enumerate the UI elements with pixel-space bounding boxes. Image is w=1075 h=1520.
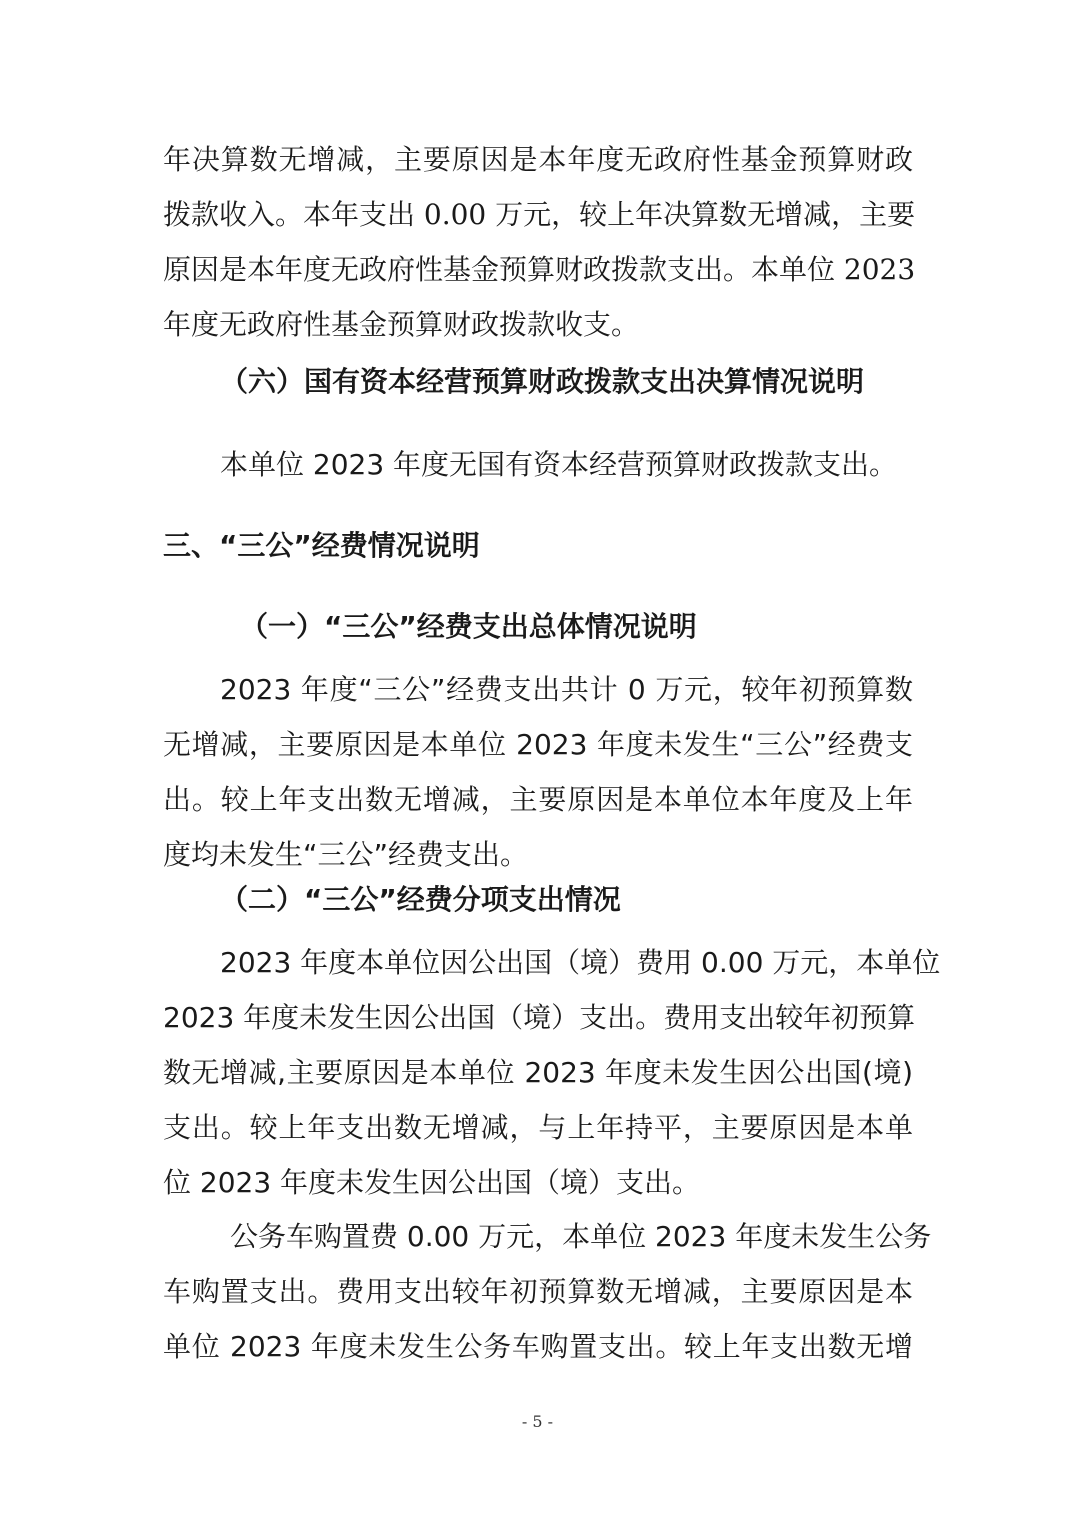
paragraph-line: 年度无政府性基金预算财政拨款收支。 — [163, 308, 640, 341]
paragraph-line: 拨款收入。本年支出 0.00 万元，较上年决算数无增减，主要 — [163, 198, 916, 231]
paragraph-line: 数无增减,主要原因是本单位 2023 年度未发生因公出国(境) — [163, 1056, 913, 1089]
paragraph-line: 原因是本年度无政府性基金预算财政拨款支出。本单位 2023 — [163, 253, 916, 286]
section-heading: 三、“三公”经费情况说明 — [163, 529, 480, 562]
paragraph-line: 支出。较上年支出数无增减，与上年持平，主要原因是本单 — [163, 1111, 913, 1144]
paragraph-line: 2023 年度“三公”经费支出共计 0 万元，较年初预算数 — [220, 673, 913, 706]
paragraph-line: 车购置支出。费用支出较年初预算数无增减，主要原因是本 — [163, 1275, 913, 1308]
paragraph-line: 位 2023 年度未发生因公出国（境）支出。 — [163, 1166, 701, 1199]
paragraph-line: 公务车购置费 0.00 万元，本单位 2023 年度未发生公务 — [230, 1220, 932, 1253]
subsection-heading: （二）“三公”经费分项支出情况 — [220, 883, 621, 916]
paragraph-line: 无增减，主要原因是本单位 2023 年度未发生“三公”经费支 — [163, 728, 913, 761]
page-number: - 5 - — [521, 1412, 554, 1431]
paragraph-line: 2023 年度本单位因公出国（境）费用 0.00 万元，本单位 — [220, 946, 941, 979]
paragraph-line: 2023 年度未发生因公出国（境）支出。费用支出较年初预算 — [163, 1001, 916, 1034]
paragraph-line: 本单位 2023 年度无国有资本经营预算财政拨款支出。 — [220, 448, 898, 481]
subsection-heading: （一）“三公”经费支出总体情况说明 — [240, 610, 697, 643]
paragraph-line: 单位 2023 年度未发生公务车购置支出。较上年支出数无增 — [163, 1330, 913, 1363]
paragraph-line: 年决算数无增减，主要原因是本年度无政府性基金预算财政 — [163, 143, 913, 176]
paragraph-line: 度均未发生“三公”经费支出。 — [163, 838, 529, 871]
subsection-heading: （六）国有资本经营预算财政拨款支出决算情况说明 — [220, 365, 865, 398]
paragraph-line: 出。较上年支出数无增减，主要原因是本单位本年度及上年 — [163, 783, 913, 816]
